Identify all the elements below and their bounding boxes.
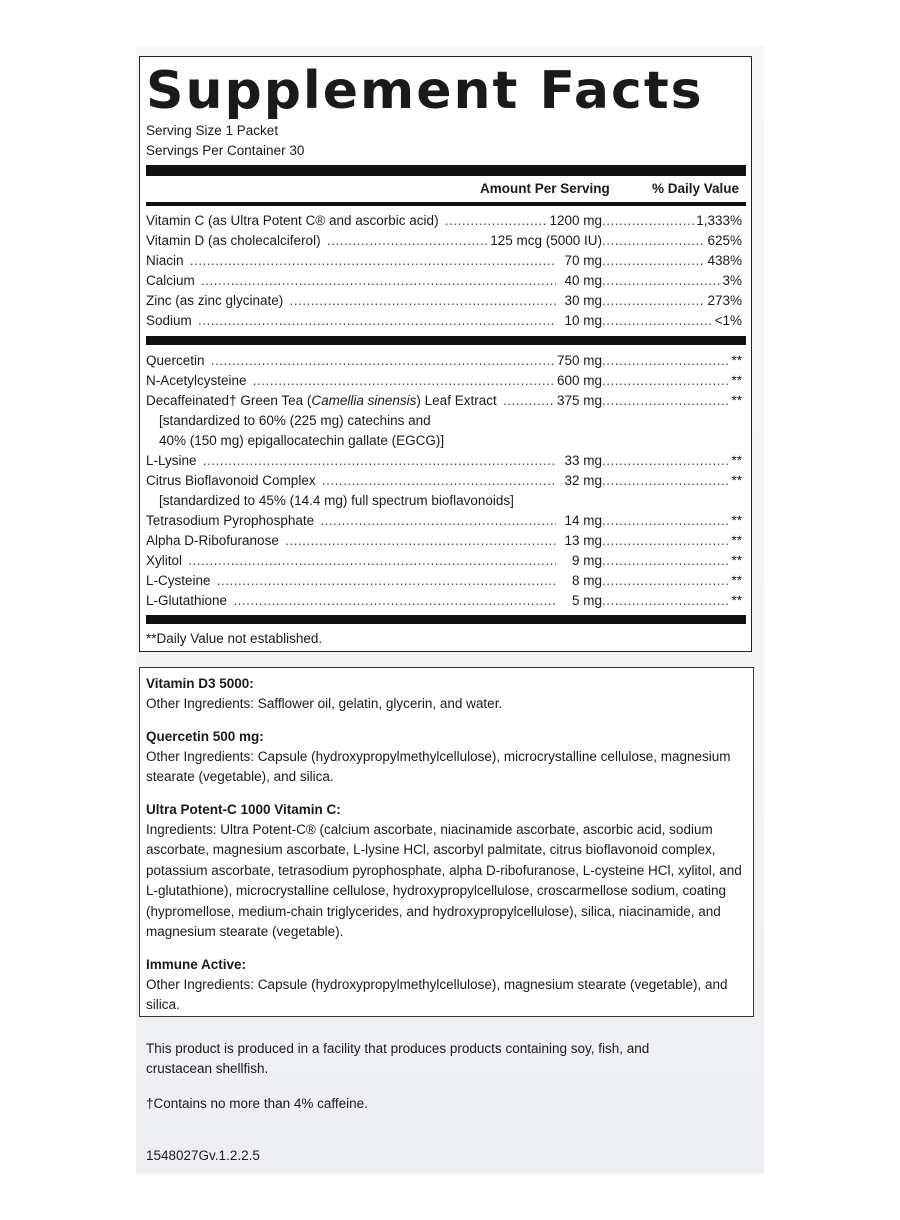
nutrient-name-text: L-Cysteine <box>146 573 211 588</box>
nutrient-name <box>146 451 556 471</box>
dv-leader <box>602 451 742 471</box>
nutrient-dv: ..... 3% <box>720 271 742 291</box>
nutrient-amount: 750 mg <box>554 351 602 371</box>
ingredients-box <box>139 667 754 1017</box>
nutrient-name-text: L-Lysine <box>146 453 197 468</box>
nutrient-row <box>146 571 742 591</box>
section-body: Ingredients: Ultra Potent-C® (calcium ascorbate, niacinamide ascorbate, ascorbic acid, sodium ascorbate, magnesium ascorbate, L-lysine HCl, ascorbyl palmitate, citrus bioflavonoid complex, potassium ascorbate, tetrasodium pyrophosphate, alpha D-ribofuranose, L-cysteine HCl, xylitol, and L-glutathione), microcrystalline cellulose, hydroxypropylcellulose, croscarmellose sodium, coating (hypromellose, medium-chain triglycerides, and hydroxypropylcellulose), silica, niacinamide, and magnesium stearate (vegetable). <box>146 821 742 939</box>
nutrient-amount: 375 mg <box>554 391 602 411</box>
nutrient-row <box>146 551 742 571</box>
nutrient-name <box>146 251 556 271</box>
nutrient-row <box>146 371 742 391</box>
ingredient-section <box>146 727 747 788</box>
nutrient-name <box>146 291 556 311</box>
nutrient-amount: 70 mg <box>561 251 602 271</box>
ingredient-section <box>146 800 747 943</box>
nutrient-dv: ..... ** <box>729 531 742 551</box>
allergen-statement: This product is produced in a facility that produces products containing soy, fish, and crustacean shellfish. <box>146 1041 650 1076</box>
dv-leader <box>602 251 742 271</box>
nutrient-dv: ..... ** <box>729 551 742 571</box>
nutrient-dv: ..... ** <box>729 471 742 491</box>
nutrient-row <box>146 471 742 491</box>
nutrient-name-text: N-Acetylcysteine <box>146 373 247 388</box>
nutrient-amount: 600 mg <box>554 371 602 391</box>
nutrient-dv: ..... 273% <box>705 291 742 311</box>
nutrient-dv: ..... ** <box>729 511 742 531</box>
nutrient-row <box>146 351 742 371</box>
dv-leader <box>602 551 742 571</box>
section-title: Ultra Potent-C 1000 Vitamin C: <box>146 801 341 817</box>
dv-leader <box>602 591 742 611</box>
medium-divider <box>146 202 746 206</box>
nutrient-amount: 10 mg <box>561 311 602 331</box>
dv-leader <box>602 231 742 251</box>
nutrient-name-text: Quercetin <box>146 353 205 368</box>
nutrient-name-text: Xylitol <box>146 553 183 568</box>
thick-divider-2 <box>146 336 746 345</box>
dv-leader <box>602 311 742 331</box>
nutrient-amount: 8 mg <box>569 571 602 591</box>
nutrient-amount: 125 mcg (5000 IU) <box>487 231 602 251</box>
dv-footnote: **Daily Value not established. <box>146 631 323 646</box>
nutrient-dv: ..... ** <box>729 391 742 411</box>
facts-title: Supplement Facts <box>146 61 704 121</box>
nutrient-name-text: Zinc (as zinc glycinate) <box>146 293 284 308</box>
nutrient-row <box>146 211 742 231</box>
nutrient-row <box>146 251 742 271</box>
nutrient-name <box>146 271 556 291</box>
servings-per-container: Servings Per Container 30 <box>146 143 305 158</box>
nutrient-dv: ..... 625% <box>705 231 742 251</box>
dv-leader <box>602 291 742 311</box>
amount-header: Amount Per Serving <box>480 181 610 196</box>
nutrient-amount: 32 mg <box>561 471 602 491</box>
nutrient-dv: ..... ** <box>729 571 742 591</box>
nutrient-name-text: Vitamin D (as cholecalciferol) <box>146 233 321 248</box>
dv-leader <box>602 511 742 531</box>
nutrient-row <box>146 291 742 311</box>
nutrient-row <box>146 311 742 331</box>
nutrient-name-italic: Camellia sinensis <box>311 393 417 408</box>
nutrient-name-text <box>146 393 499 408</box>
section-title: Vitamin D3 5000: <box>146 676 254 691</box>
nutrient-amount: 9 mg <box>569 551 602 571</box>
nutrient-name-text: Vitamin C (as Ultra Potent C® and ascorbic acid) <box>146 213 439 228</box>
serving-size: Serving Size 1 Packet <box>146 123 279 138</box>
dv-leader <box>602 351 742 371</box>
nutrient-name <box>146 371 556 391</box>
green-tea-note-2: 40% (150 mg) epigallocatechin gallate (EGCG)] <box>159 433 445 448</box>
citrus-note: [standardized to 45% (14.4 mg) full spectrum bioflavonoids] <box>159 493 514 508</box>
nutrient-name-text: Tetrasodium Pyrophosphate <box>146 513 315 528</box>
product-code: 1548027Gv.1.2.2.5 <box>146 1148 260 1163</box>
nutrient-row <box>146 591 742 611</box>
nutrient-row <box>146 451 742 471</box>
nutrient-name <box>146 471 556 491</box>
nutrient-amount: 33 mg <box>561 451 602 471</box>
nutrient-dv: ..... ** <box>729 451 742 471</box>
nutrient-name <box>146 531 556 551</box>
nutrient-row <box>146 531 742 551</box>
nutrient-amount: 30 mg <box>561 291 602 311</box>
dv-leader <box>602 571 742 591</box>
nutrient-name-text: Calcium <box>146 273 195 288</box>
dv-leader <box>602 211 742 231</box>
nutrient-amount: 40 mg <box>561 271 602 291</box>
ingredient-section <box>146 955 747 1016</box>
nutrient-name <box>146 351 556 371</box>
nutrient-amount: 13 mg <box>561 531 602 551</box>
nutrient-name <box>146 591 556 611</box>
nutrient-amount: 5 mg <box>569 591 602 611</box>
dv-leader <box>602 471 742 491</box>
section-body: Other Ingredients: Capsule (hydroxypropylmethylcellulose), magnesium stearate (vegetable), and silica. <box>146 976 728 1012</box>
dv-leader <box>602 391 742 411</box>
nutrient-amount: 1200 mg <box>546 211 602 231</box>
nutrient-dv: ..... <1% <box>713 311 742 331</box>
thick-divider <box>146 165 746 176</box>
nutrient-name <box>146 311 556 331</box>
nutrient-name-text: Sodium <box>146 313 192 328</box>
ingredient-section <box>146 674 747 715</box>
nutrient-name-part: Decaffeinated† Green Tea ( <box>146 393 312 408</box>
supplement-facts-panel <box>139 56 752 652</box>
bottom-divider <box>146 615 746 624</box>
nutrient-dv: ..... 1,333% <box>694 211 742 231</box>
nutrient-dv: ..... ** <box>729 351 742 371</box>
nutrient-name-part: ) Leaf Extract <box>416 393 497 408</box>
nutrient-name <box>146 571 556 591</box>
nutrient-dv: ..... ** <box>729 371 742 391</box>
nutrient-amount: 14 mg <box>561 511 602 531</box>
nutrient-dv: ..... 438% <box>705 251 742 271</box>
nutrient-name <box>146 391 556 411</box>
section-title: Immune Active: <box>146 956 247 972</box>
nutrient-row <box>146 231 742 251</box>
nutrient-name-text: L-Glutathione <box>146 593 228 608</box>
nutrient-name-text: Citrus Bioflavonoid Complex <box>146 473 316 488</box>
nutrient-row <box>146 271 742 291</box>
nutrient-row <box>146 391 742 411</box>
nutrient-name <box>146 211 556 231</box>
section-body: Other Ingredients: Capsule (hydroxypropylmethylcellulose), microcrystalline cellulose, magnesium stearate (vegetable), and silica. <box>146 748 731 784</box>
caffeine-note: †Contains no more than 4% caffeine. <box>146 1096 368 1111</box>
dv-leader <box>602 531 742 551</box>
dv-header: % Daily Value <box>652 181 740 196</box>
nutrient-name <box>146 511 556 531</box>
section-body: Other Ingredients: Safflower oil, gelatin, glycerin, and water. <box>146 696 503 711</box>
nutrient-row <box>146 511 742 531</box>
nutrient-dv: ..... ** <box>729 591 742 611</box>
dv-leader <box>602 271 742 291</box>
nutrient-name-text: Niacin <box>146 253 184 268</box>
green-tea-note-1: [standardized to 60% (225 mg) catechins and <box>159 413 431 428</box>
nutrient-name-text: Alpha D-Ribofuranose <box>146 533 279 548</box>
dv-leader <box>602 371 742 391</box>
nutrient-name <box>146 551 556 571</box>
section-title: Quercetin 500 mg: <box>146 728 264 744</box>
